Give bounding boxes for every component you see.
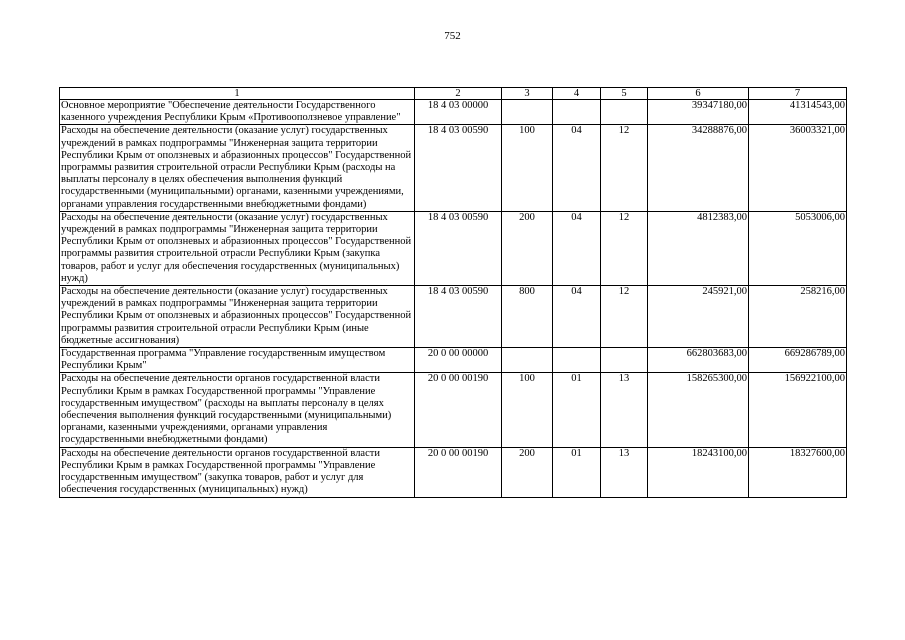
table-row: [60, 100, 847, 125]
description-cell: Основное мероприятие "Обеспечение деятельности Государственного казенного учреждения Республики Крым «Противооползневое управление": [60, 100, 415, 125]
section-cell: [553, 100, 601, 125]
description-cell: Расходы на обеспечение деятельности (оказание услуг) государственных учреждений в рамках подпрограммы "Инженерная защита территории Республики Крым от оползневых и абразионных процессов" Государственной программы развития строительной отрасли Республики Крым (иные бюджетные ассигнования): [60, 286, 415, 348]
amount-col6-cell: 662803683,00: [648, 348, 749, 373]
code-cell: 18 4 03 00590: [415, 125, 502, 211]
section-cell: 04: [553, 211, 601, 285]
header-cell-3: 3: [502, 88, 553, 100]
amount-col7-cell: 18327600,00: [749, 447, 847, 497]
amount-col6-cell: 245921,00: [648, 286, 749, 348]
code-cell: 18 4 03 00590: [415, 286, 502, 348]
table-row: [60, 373, 847, 447]
amount-col7-cell: 5053006,00: [749, 211, 847, 285]
subsection-cell: [601, 100, 648, 125]
expense-type-cell: 100: [502, 373, 553, 447]
amount-col7-cell: 36003321,00: [749, 125, 847, 211]
table-row: [60, 348, 847, 373]
table-row: [60, 447, 847, 497]
amount-col6-cell: 39347180,00: [648, 100, 749, 125]
table-row: [60, 125, 847, 211]
expense-type-cell: 200: [502, 447, 553, 497]
section-cell: 01: [553, 447, 601, 497]
section-cell: 04: [553, 125, 601, 211]
header-row: [60, 88, 847, 100]
code-cell: 20 0 00 00190: [415, 447, 502, 497]
table-row: [60, 211, 847, 285]
amount-col7-cell: 41314543,00: [749, 100, 847, 125]
subsection-cell: 12: [601, 286, 648, 348]
code-cell: 18 4 03 00000: [415, 100, 502, 125]
header-cell-5: 5: [601, 88, 648, 100]
table-row: [60, 286, 847, 348]
expense-type-cell: 100: [502, 125, 553, 211]
header-cell-1: 1: [60, 88, 415, 100]
amount-col7-cell: 156922100,00: [749, 373, 847, 447]
subsection-cell: 13: [601, 373, 648, 447]
description-cell: Расходы на обеспечение деятельности органов государственной власти Республики Крым в рамках Государственной программы "Управление государственным имуществом" (закупка товаров, работ и услуг для обеспечения государственных (муниципальных) нужд): [60, 447, 415, 497]
code-cell: 20 0 00 00000: [415, 348, 502, 373]
amount-col6-cell: 34288876,00: [648, 125, 749, 211]
expense-type-cell: 200: [502, 211, 553, 285]
header-cell-4: 4: [553, 88, 601, 100]
amount-col7-cell: 669286789,00: [749, 348, 847, 373]
page-number: 752: [444, 30, 461, 42]
subsection-cell: [601, 348, 648, 373]
description-cell: Государственная программа "Управление государственным имуществом Республики Крым": [60, 348, 415, 373]
expense-type-cell: 800: [502, 286, 553, 348]
section-cell: [553, 348, 601, 373]
amount-col6-cell: 158265300,00: [648, 373, 749, 447]
section-cell: 01: [553, 373, 601, 447]
amount-col6-cell: 18243100,00: [648, 447, 749, 497]
expense-type-cell: [502, 100, 553, 125]
description-cell: Расходы на обеспечение деятельности (оказание услуг) государственных учреждений в рамках подпрограммы "Инженерная защита территории Республики Крым от оползневых и абразионных процессов" Государственной программы развития строительной отрасли Республики Крым (расходы на выплаты персоналу в целях обеспечения выполнения функций государственными (муниципальными) органами, казенными учреждениями, органами управления государственными внебюджетными фондами): [60, 125, 415, 211]
code-cell: 20 0 00 00190: [415, 373, 502, 447]
code-cell: 18 4 03 00590: [415, 211, 502, 285]
header-cell-7: 7: [749, 88, 847, 100]
section-cell: 04: [553, 286, 601, 348]
subsection-cell: 12: [601, 125, 648, 211]
header-cell-6: 6: [648, 88, 749, 100]
description-cell: Расходы на обеспечение деятельности (оказание услуг) государственных учреждений в рамках подпрограммы "Инженерная защита территории Республики Крым от оползневых и абразионных процессов" Государственной программы развития строительной отрасли Республики Крым (закупка товаров, работ и услуг для обеспечения государственных (муниципальных) нужд): [60, 211, 415, 285]
amount-col7-cell: 258216,00: [749, 286, 847, 348]
subsection-cell: 12: [601, 211, 648, 285]
amount-col6-cell: 4812383,00: [648, 211, 749, 285]
header-cell-2: 2: [415, 88, 502, 100]
description-cell: Расходы на обеспечение деятельности органов государственной власти Республики Крым в рамках Государственной программы "Управление государственным имуществом" (расходы на выплаты персоналу в целях обеспечения выполнения функций государственными (муниципальными) органами, казенными учреждениями, органами управления государственными внебюджетными фондами): [60, 373, 415, 447]
expense-type-cell: [502, 348, 553, 373]
subsection-cell: 13: [601, 447, 648, 497]
budget-table: [59, 87, 847, 498]
